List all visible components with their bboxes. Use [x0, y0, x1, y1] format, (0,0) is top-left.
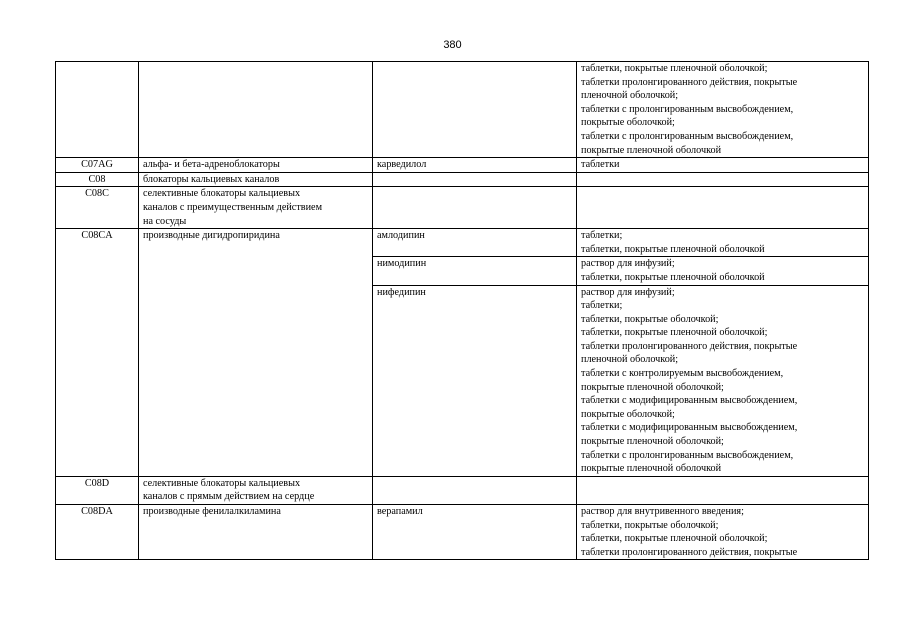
dosage-form-line: таблетки, покрытые пленочной оболочкой [581, 271, 765, 283]
group-name-line: производные фенилалкиламина [143, 506, 281, 517]
table-row [56, 172, 869, 187]
group-name-cell [139, 158, 373, 173]
dosage-form-line: таблетки; [581, 230, 623, 242]
group-name-cell [139, 229, 373, 477]
dosage-form-line: таблетки, покрытые пленочной оболочкой; [581, 327, 768, 339]
group-name-line: селективные блокаторы кальциевых [143, 188, 301, 200]
dosage-forms-cell [577, 172, 869, 187]
drug-name-cell: нимодипин [373, 257, 577, 285]
dosage-form-line: таблетки с пролонгированным высвобождением, [581, 130, 794, 142]
dosage-form-line: раствор для внутривенного введения; [581, 506, 744, 517]
dosage-form-line: покрытые оболочкой; [581, 117, 675, 129]
dosage-form-line: таблетки с модифицированным высвобождением, [581, 395, 798, 407]
dosage-forms-cell [577, 257, 869, 285]
table-row [56, 476, 869, 504]
dosage-form-line: покрытые пленочной оболочкой; [581, 436, 724, 448]
table-row [56, 229, 869, 257]
drug-name-cell [373, 172, 577, 187]
dosage-form-line: таблетки, покрытые пленочной оболочкой [581, 243, 765, 255]
drug-name-cell: карведилол [373, 158, 577, 173]
atc-code-cell: C08CA [56, 229, 139, 477]
group-name-cell [139, 505, 373, 560]
group-name-line: каналов с прямым действием на сердце [143, 491, 315, 503]
group-name-cell [139, 62, 373, 158]
group-name-cell [139, 172, 373, 187]
dosage-form-line: таблетки, покрытые пленочной оболочкой; [581, 533, 768, 545]
dosage-forms-cell [577, 229, 869, 257]
dosage-forms-cell [577, 285, 869, 476]
dosage-form-line: таблетки с контролируемым высвобождением, [581, 368, 784, 380]
dosage-form-line: таблетки, покрытые оболочкой; [581, 519, 719, 531]
table-row [56, 187, 869, 229]
dosage-form-line: таблетки; [581, 300, 623, 312]
dosage-forms-cell [577, 62, 869, 158]
drug-name-cell: нифедипин [373, 285, 577, 476]
table-row [56, 505, 869, 560]
dosage-form-line: таблетки [581, 159, 620, 171]
dosage-form-line: покрытые пленочной оболочкой; [581, 381, 724, 393]
drug-name-cell [373, 62, 577, 158]
group-name-line: селективные блокаторы кальциевых [143, 477, 301, 489]
group-name-line: блокаторы кальциевых каналов [143, 173, 280, 185]
group-name-line: на сосуды [143, 215, 187, 227]
dosage-forms-cell [577, 187, 869, 229]
atc-code-cell [56, 62, 139, 158]
dosage-forms-cell [577, 476, 869, 504]
dosage-forms-cell [577, 505, 869, 560]
drug-name-cell: амлодипин [373, 229, 577, 257]
drug-name-cell [373, 476, 577, 504]
group-name-line: альфа- и бета-адреноблокаторы [143, 159, 280, 171]
group-name-cell [139, 476, 373, 504]
drug-table [55, 61, 869, 560]
dosage-form-line: таблетки с пролонгированным высвобождением, [581, 449, 794, 461]
dosage-form-line: таблетки, покрытые пленочной оболочкой; [581, 63, 768, 74]
dosage-form-line: покрытые оболочкой; [581, 408, 675, 420]
atc-code-cell: C07AG [56, 158, 139, 173]
atc-code-cell: C08DA [56, 505, 139, 560]
dosage-form-line: пленочной оболочкой; [581, 354, 679, 366]
atc-code-cell: C08 [56, 172, 139, 187]
group-name-cell [139, 187, 373, 229]
dosage-form-line: раствор для инфузий; [581, 258, 675, 270]
table-row [56, 158, 869, 173]
dosage-form-line: таблетки с модифицированным высвобождением, [581, 422, 798, 434]
drug-name-cell [373, 187, 577, 229]
dosage-form-line: покрытые пленочной оболочкой [581, 463, 722, 475]
page-number: 380 [443, 39, 462, 51]
atc-code-cell: C08C [56, 187, 139, 229]
group-name-line: производные дигидропиридина [143, 230, 280, 242]
dosage-form-line: таблетки пролонгированного действия, покрытые [581, 76, 798, 88]
dosage-forms-cell [577, 158, 869, 173]
dosage-form-line: таблетки, покрытые оболочкой; [581, 313, 719, 325]
dosage-form-line: таблетки пролонгированного действия, покрытые [581, 546, 798, 558]
dosage-form-line: таблетки с пролонгированным высвобождением, [581, 103, 794, 115]
table-row [56, 62, 869, 158]
drug-name-cell: верапамил [373, 505, 577, 560]
dosage-form-line: покрытые пленочной оболочкой [581, 144, 722, 156]
dosage-form-line: пленочной оболочкой; [581, 90, 679, 102]
group-name-line: каналов с преимущественным действием [143, 201, 323, 213]
dosage-form-line: таблетки пролонгированного действия, покрытые [581, 340, 798, 352]
dosage-form-line: раствор для инфузий; [581, 286, 675, 298]
atc-code-cell: C08D [56, 476, 139, 504]
